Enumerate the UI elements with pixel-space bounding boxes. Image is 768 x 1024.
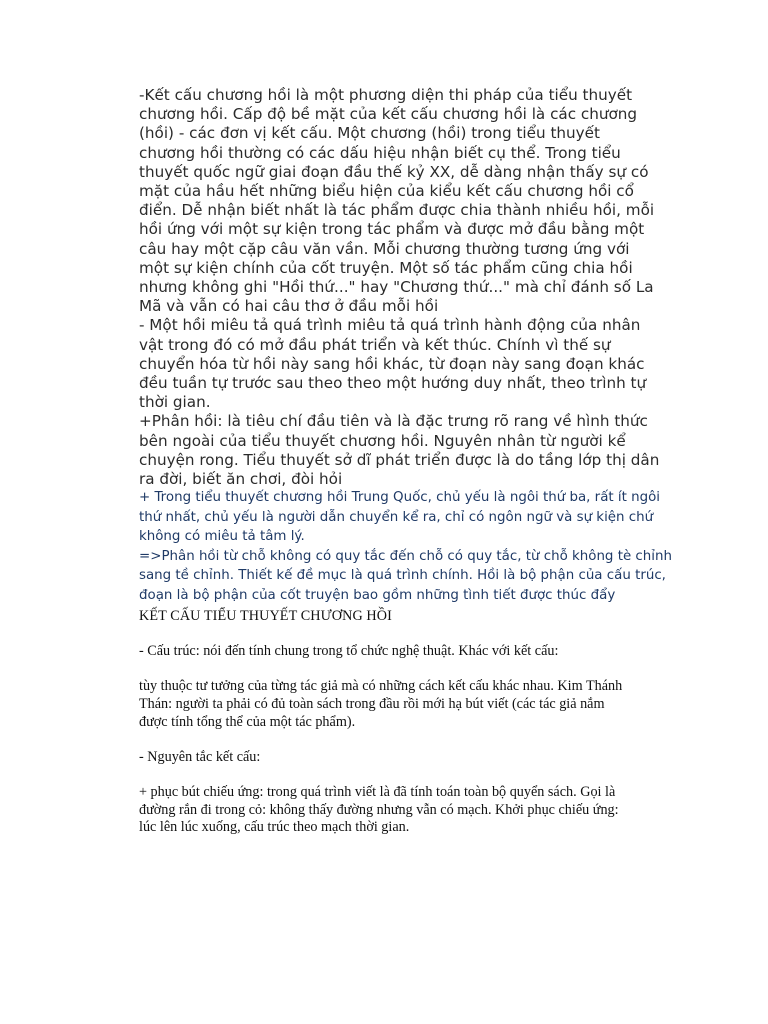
sans-text-section — [139, 86, 679, 489]
spacer — [139, 731, 699, 749]
serif-text-section — [139, 608, 699, 837]
spacer — [139, 661, 699, 679]
paragraph-cau-truc: - Cấu trúc: nói đến tính chung trong tổ chức nghệ thuật. Khác với kết cấu: — [139, 643, 559, 660]
section-heading: KẾT CẤU TIỂU THUYẾT CHƯƠNG HỒI — [139, 608, 392, 624]
paragraph-phan-hoi: +Phân hồi: là tiêu chí đầu tiên và là đặc trưng rõ rang về hình thức bên ngoài của tiểu thuyết chương hồi. Nguyên nhân từ người kể chuyện rong. Tiểu thuyết sở dĩ phát triển được là do tầng lớp thị dân ra đời, biết ăn chơi, đòi hỏi — [139, 412, 660, 489]
paragraph-phan-hoi-conclusion: =>Phân hồi từ chỗ không có quy tắc đến chỗ có quy tắc, từ chỗ không tè chỉnh sang tề chỉnh. Thiết kế đề mục là quá trình chính. Hồi là bộ phận của cấu trúc, đoạn là bộ phận của cốt truyện bao gồm những tình tiết được thúc đẩy — [139, 548, 672, 603]
paragraph-phuc-but: + phục bút chiếu ứng: trong quá trình viết là đã tính toán toàn bộ quyển sách. Gọi là đường rắn đi trong cỏ: không thấy đường nhưng vẫn có mạch. Khởi phục chiếu ứng: lúc lên lúc xuống, cấu trúc theo mạch thời gian. — [139, 783, 619, 836]
paragraph-chuong-hoi-structure: -Kết cấu chương hồi là một phương diện thi pháp của tiểu thuyết chương hồi. Cấp độ bề mặt của kết cấu chương hồi là các chương (hồi) - các đơn vị kết cấu. Một chương (hồi) trong tiểu thuyết chương hồi thường có các dấu hiệu nhận biết cụ thể. Trong tiểu thuyết quốc ngữ giai đoạn đầu thế kỷ XX, dễ dàng nhận thấy sự có mặt của hầu hết những biểu hiện của kiểu kết cấu chương hồi cổ điển. Dễ nhận biết nhất là tác phẩm được chia thành nhiều hồi, mỗi hồi ứng với một sự kiện trong tác phẩm và được mở đầu bằng một câu hay một cặp câu văn vần. Mỗi chương thường tương ứng với một sự kiện chính của cốt truyện. Một số tác phẩm cũng chia hồi nhưng không ghi "Hồi thứ..." hay "Chương thứ..." mà chỉ đánh số La Mã và vẫn có hai câu thơ ở đầu mỗi hồi — [139, 86, 655, 316]
blue-text-section — [139, 488, 679, 606]
spacer — [139, 626, 699, 644]
paragraph-nguyen-tac: - Nguyên tắc kết cấu: — [139, 748, 261, 765]
spacer — [139, 766, 699, 784]
paragraph-kim-thanh-than: tùy thuộc tư tưởng của từng tác giả mà có những cách kết cấu khác nhau. Kim Thánh Thán: người ta phải có đủ toàn sách trong đầu rồi mới hạ bút viết (các tác giả nắm được tính tổng thể của một tác phẩm). — [139, 678, 623, 730]
paragraph-trung-quoc-narration: + Trong tiểu thuyết chương hồi Trung Quốc, chủ yếu là ngôi thứ ba, rất ít ngôi thứ nhất, chủ yếu là người dẫn chuyển kể ra, chỉ có ngôn ngữ và sự kiện chứ không có miêu tả tâm lý. — [139, 490, 661, 545]
paragraph-hoi-description: - Một hồi miêu tả quá trình miêu tả quá trình hành động của nhân vật trong đó có mở đầu phát triển và kết thúc. Chính vì thế sự chuyển hóa từ hồi này sang hồi khác, từ đoạn này sang đoạn khác đều tuần tự trước sau theo theo một hướng duy nhất, theo trình tự thời gian. — [139, 316, 647, 412]
